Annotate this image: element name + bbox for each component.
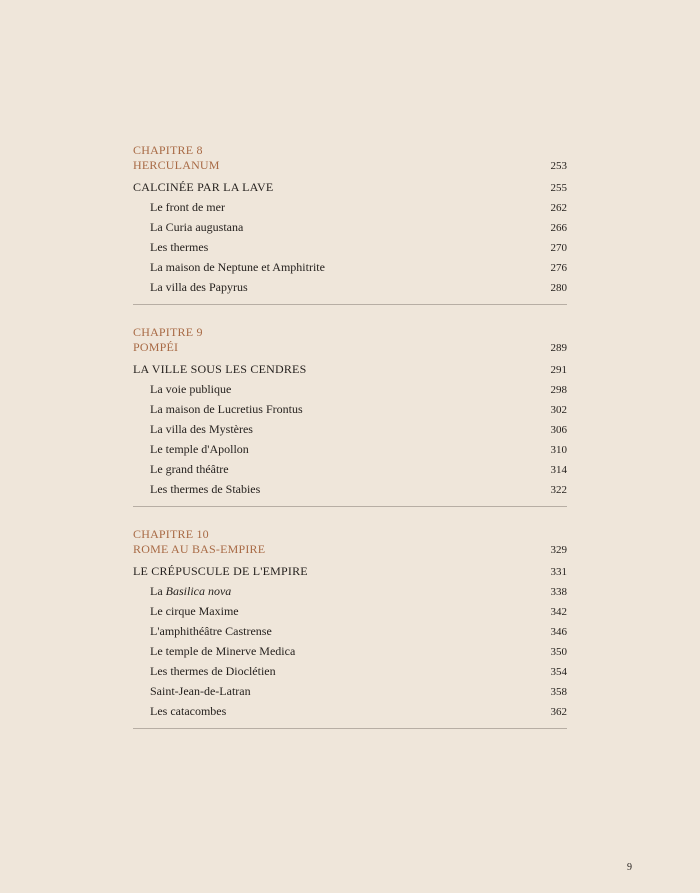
page-number: 253 [550, 160, 567, 172]
page-number: 262 [550, 202, 567, 214]
page-number: 280 [550, 282, 567, 294]
entry-title: La maison de Neptune et Amphitrite [150, 260, 325, 274]
section-title: LE CRÉPUSCULE DE L'EMPIRE [133, 564, 308, 578]
page-number: 354 [550, 666, 567, 678]
page-number: 329 [550, 544, 567, 556]
page-number: 255 [550, 182, 567, 194]
entry-title: Le front de mer [150, 200, 225, 214]
toc-entry[interactable] [133, 257, 567, 277]
section-title: CALCINÉE PAR LA LAVE [133, 180, 274, 194]
entry-title-italic: Basilica nova [165, 584, 232, 598]
toc-entry[interactable] [133, 681, 567, 701]
page-number: 346 [550, 626, 567, 638]
chapter-label: CHAPITRE 9 [133, 325, 203, 339]
chapter-10 [133, 527, 567, 729]
entry-title: Les thermes de Dioclétien [150, 664, 276, 678]
chapter-label: CHAPITRE 10 [133, 527, 209, 541]
toc-entry[interactable] [133, 601, 567, 621]
toc-entry[interactable] [133, 621, 567, 641]
section-title: LA VILLE SOUS LES CENDRES [133, 362, 307, 376]
chapter-title: ROME AU BAS-EMPIRE [133, 542, 266, 556]
page-number: 266 [550, 222, 567, 234]
page-number: 302 [550, 404, 567, 416]
chapter-title-row[interactable] [133, 542, 567, 557]
table-of-contents [133, 143, 567, 749]
entry-title: Le temple d'Apollon [150, 442, 249, 456]
toc-entry[interactable] [133, 641, 567, 661]
section-row[interactable] [133, 562, 567, 581]
entry-title-prefix: La [150, 584, 163, 598]
page-number: 291 [550, 364, 567, 376]
chapter-title-row[interactable] [133, 158, 567, 173]
toc-entry[interactable] [133, 379, 567, 399]
page-number: 338 [550, 586, 567, 598]
entry-title: Saint-Jean-de-Latran [150, 684, 251, 698]
page-number: 298 [550, 384, 567, 396]
chapter-9 [133, 325, 567, 507]
page-number: 358 [550, 686, 567, 698]
page-number: 270 [550, 242, 567, 254]
page-number: 314 [550, 464, 567, 476]
chapter-label: CHAPITRE 8 [133, 143, 203, 157]
folio-page-number: 9 [627, 862, 632, 873]
divider [133, 506, 567, 507]
toc-entry[interactable] [133, 439, 567, 459]
toc-entry[interactable] [133, 197, 567, 217]
entry-title: La voie publique [150, 382, 232, 396]
page-number: 331 [550, 566, 567, 578]
toc-entry[interactable] [133, 419, 567, 439]
toc-entry[interactable] [133, 479, 567, 499]
entry-title: La Curia augustana [150, 220, 244, 234]
chapter-8 [133, 143, 567, 305]
entry-title: La maison de Lucretius Frontus [150, 402, 303, 416]
page-number: 350 [550, 646, 567, 658]
toc-entry[interactable] [133, 217, 567, 237]
entry-title: Le grand théâtre [150, 462, 229, 476]
divider [133, 304, 567, 305]
chapter-title: HERCULANUM [133, 158, 220, 172]
section-row[interactable] [133, 178, 567, 197]
toc-entry[interactable] [133, 701, 567, 721]
toc-entry[interactable] [133, 237, 567, 257]
chapter-title: POMPÉI [133, 340, 179, 354]
page-number: 322 [550, 484, 567, 496]
chapter-title-row[interactable] [133, 340, 567, 355]
page-number: 342 [550, 606, 567, 618]
entry-title: Les thermes [150, 240, 209, 254]
entry-title: La villa des Papyrus [150, 280, 248, 294]
page-number: 310 [550, 444, 567, 456]
page-number: 276 [550, 262, 567, 274]
entry-title: Les thermes de Stabies [150, 482, 261, 496]
entry-title: Les catacombes [150, 704, 227, 718]
entry-title: Le cirque Maxime [150, 604, 239, 618]
entry-title [133, 581, 231, 601]
page-number: 289 [550, 342, 567, 354]
toc-entry[interactable] [133, 459, 567, 479]
divider [133, 728, 567, 729]
page-number: 306 [550, 424, 567, 436]
toc-entry[interactable] [133, 661, 567, 681]
page-number: 362 [550, 706, 567, 718]
section-row[interactable] [133, 360, 567, 379]
entry-title: Le temple de Minerve Medica [150, 644, 296, 658]
entry-title: L'amphithéâtre Castrense [150, 624, 272, 638]
toc-entry[interactable] [133, 277, 567, 297]
toc-entry[interactable] [133, 399, 567, 419]
toc-entry[interactable] [133, 581, 567, 601]
entry-title: La villa des Mystères [150, 422, 253, 436]
